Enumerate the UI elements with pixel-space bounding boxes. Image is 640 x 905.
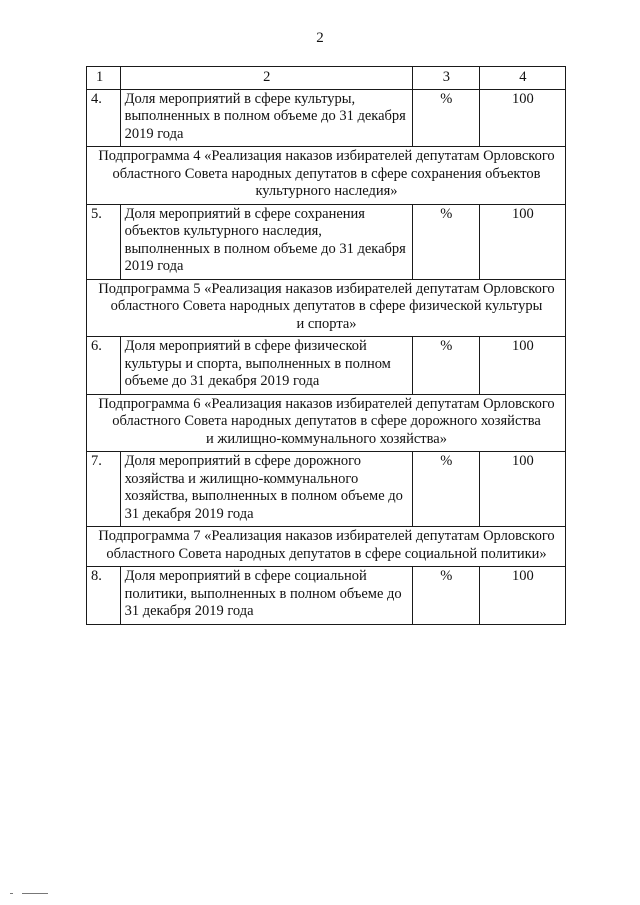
table-header-row — [87, 67, 566, 90]
indicator-name-line: 2019 года — [124, 125, 184, 142]
indicator-name-line: 31 декабря 2019 года — [124, 505, 254, 522]
indicator-name — [120, 89, 412, 147]
subprogram-title — [87, 279, 566, 337]
subprogram-title-line: культурного наследия» — [255, 183, 398, 199]
page-number: 2 — [316, 30, 324, 46]
subprogram-title-line: областного Совета народных депутатов в сфере физической культуры — [110, 298, 543, 314]
indicator-unit: % — [413, 204, 480, 279]
indicator-unit: % — [413, 337, 480, 395]
indicator-number: 5. — [87, 204, 121, 279]
indicator-unit: % — [413, 567, 480, 625]
subprogram-title-line: и спорта» — [296, 315, 357, 332]
indicator-name-line: 31 декабря 2019 года — [124, 603, 254, 619]
indicator-row — [87, 204, 566, 279]
indicator-number: 6. — [87, 337, 121, 395]
indicator-unit: % — [413, 452, 480, 527]
subprogram-title — [87, 147, 566, 205]
indicator-name — [120, 337, 412, 395]
column-header-1: 1 — [87, 67, 121, 90]
indicator-name-line: Доля мероприятий в сфере социальной — [124, 568, 367, 584]
indicator-name-line: Доля мероприятий в сфере физической — [124, 338, 367, 354]
subprogram-title-line: и жилищно-коммунального хозяйства» — [206, 430, 447, 447]
indicator-name — [120, 567, 412, 625]
scan-artifact-line — [22, 893, 48, 894]
subprogram-title-line: Подпрограмма 6 «Реализация наказов избирателей депутатам Орловского — [98, 395, 555, 412]
indicator-value: 100 — [479, 337, 565, 395]
indicator-name-line: Доля мероприятий в сфере сохранения — [124, 205, 365, 222]
column-header-4: 4 — [479, 67, 565, 90]
indicator-name-line: Доля мероприятий в сфере культуры, — [124, 90, 356, 107]
indicator-value: 100 — [479, 567, 565, 625]
indicator-row — [87, 452, 566, 527]
table-body — [87, 67, 566, 625]
subprogram-title-line: Подпрограмма 4 «Реализация наказов избирателей депутатам Орловского — [98, 148, 555, 164]
indicator-name — [120, 204, 412, 279]
subprogram-row — [87, 527, 566, 567]
indicator-name-line: Доля мероприятий в сфере дорожного — [124, 453, 361, 469]
column-header-2: 2 — [120, 67, 412, 90]
indicator-name-line: политики, выполненных в полном объеме до — [124, 585, 402, 602]
subprogram-title-line: областного Совета народных депутатов в сфере дорожного хозяйства — [112, 413, 541, 429]
subprogram-row — [87, 394, 566, 452]
indicator-number: 7. — [87, 452, 121, 527]
indicator-value: 100 — [479, 204, 565, 279]
subprogram-title-line: Подпрограмма 7 «Реализация наказов избирателей депутатам Орловского — [98, 528, 555, 544]
subprogram-title-line: областного Совета народных депутатов в сфере социальной политики» — [106, 545, 547, 562]
indicator-name-line: объеме до 31 декабря 2019 года — [124, 373, 320, 389]
subprogram-title-line: Подпрограмма 5 «Реализация наказов избирателей депутатам Орловского — [98, 280, 555, 297]
column-header-3: 3 — [413, 67, 480, 90]
scan-artifact-dot — [10, 893, 13, 894]
indicators-table — [86, 66, 566, 625]
indicator-value: 100 — [479, 452, 565, 527]
indicator-row — [87, 567, 566, 625]
indicator-name-line: 2019 года — [124, 258, 184, 274]
indicator-name-line: объектов культурного наследия, — [124, 223, 322, 239]
subprogram-title — [87, 527, 566, 567]
subprogram-title — [87, 394, 566, 452]
indicator-row — [87, 89, 566, 147]
indicator-name-line: выполненных в полном объеме до 31 декабря — [124, 240, 406, 257]
indicator-name-line: хозяйства, выполненных в полном объеме до — [124, 488, 403, 504]
indicator-row — [87, 337, 566, 395]
indicator-unit: % — [413, 89, 480, 147]
subprogram-row — [87, 279, 566, 337]
indicator-name-line: выполненных в полном объеме до 31 декабря — [124, 108, 406, 124]
indicator-name-line: культуры и спорта, выполненных в полном — [124, 355, 391, 372]
indicator-number: 4. — [87, 89, 121, 147]
subprogram-title-line: областного Совета народных депутатов в сфере сохранения объектов — [112, 165, 541, 182]
indicator-value: 100 — [479, 89, 565, 147]
indicator-number: 8. — [87, 567, 121, 625]
subprogram-row — [87, 147, 566, 205]
indicator-name-line: хозяйства и жилищно-коммунального — [124, 470, 359, 487]
indicator-name — [120, 452, 412, 527]
